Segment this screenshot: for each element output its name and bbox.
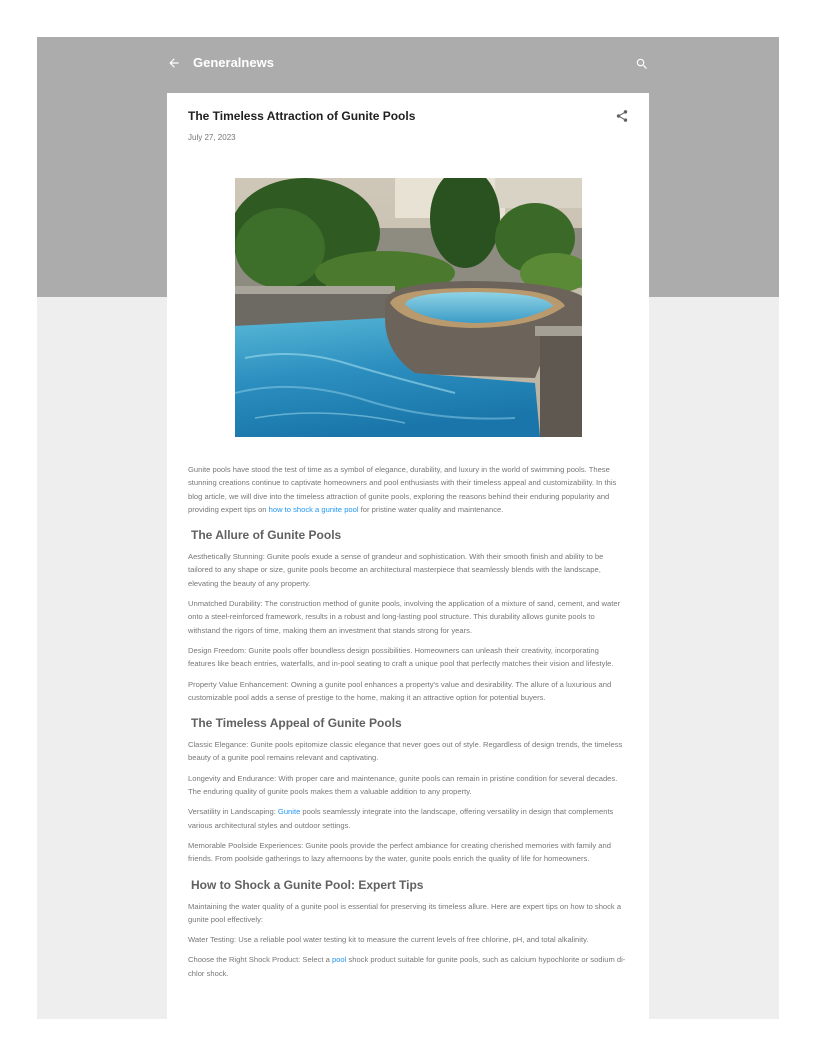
section-heading: The Timeless Appeal of Gunite Pools (191, 716, 402, 731)
post-date: July 27, 2023 (188, 133, 236, 142)
paragraph-text: Versatility in Landscaping: (188, 807, 278, 817)
paragraph: Longevity and Endurance: With proper care and maintenance, gunite pools can remain in pristine condition for several decades. The enduring quality of gunite pools makes them a valuable addition to any property. (188, 773, 618, 797)
arrow-left-icon (167, 56, 181, 70)
post-body (188, 463, 628, 987)
shock-gunite-link[interactable]: how to shock a gunite pool (268, 504, 359, 514)
post-title: The Timeless Attraction of Gunite Pools (188, 109, 416, 123)
gunite-link[interactable]: Gunite (277, 807, 301, 817)
paragraph-text: pools seamlessly integrate into the landscape, offering versatility in design that complements various architectural styles and outdoor settings. (188, 807, 614, 830)
paragraph: Memorable Poolside Experiences: Gunite pools provide the perfect ambiance for creating cherished memories with family and friends. From poolside gatherings to lazy afternoons by the water, gunite pools enrich the quality of life for homeowners. (188, 840, 611, 864)
hero-image (235, 178, 582, 437)
paragraph: Aesthetically Stunning: Gunite pools exude a sense of grandeur and sophistication. With their smooth finish and ability to be tailored to any shape or size, gunite pools become an architectural masterpiece that seamlessly blends with the landscape, elevating the beauty of any property. (188, 552, 604, 588)
paragraph: Maintaining the water quality of a gunite pool is essential for preserving its timeless allure. Here are expert tips on how to shock a gunite pool effectively: (188, 901, 622, 924)
intro-text-end: for pristine water quality and maintenance. (358, 504, 504, 514)
share-icon (615, 109, 629, 123)
paragraph: Classic Elegance: Gunite pools epitomize classic elegance that never goes out of style. Regardless of design trends, the timeless beauty of a gunite pool remains relevant and captivating. (188, 740, 623, 763)
paragraph: Unmatched Durability: The construction method of gunite pools, involving the application of a mixture of sand, cement, and water onto a steel-reinforced framework, results in a robust and long-lasting pool structure. This durability allows gunite pools to withstand the rigors of time, making them an investment that stands strong for years. (188, 599, 621, 635)
paragraph-text: shock product suitable for gunite pools, such as calcium hypochlorite or sodium di-chlor shock. (188, 955, 626, 978)
search-button[interactable] (635, 57, 649, 71)
post-card (167, 93, 649, 1019)
search-icon (635, 57, 649, 71)
paragraph: Property Value Enhancement: Owning a gunite pool enhances a property's value and desirability. The allure of a luxurious and customizable pool adds a sense of prestige to the home, making it an attractive option for potential buyers. (188, 679, 612, 702)
share-button[interactable] (615, 109, 629, 123)
paragraph (188, 805, 628, 832)
app-header (167, 53, 649, 75)
paragraph-text: Choose the Right Shock Product: Select a (188, 955, 332, 965)
paragraph: Water Testing: Use a reliable pool water testing kit to measure the current levels of free chlorine, pH, and total alkalinity. (188, 935, 589, 945)
paragraph (188, 953, 628, 980)
site-title[interactable]: Generalnews (193, 55, 274, 70)
section-heading: The Allure of Gunite Pools (191, 528, 342, 543)
intro-paragraph (188, 463, 628, 516)
intro-text: Gunite pools have stood the test of time as a symbol of elegance, durability, and luxury in the world of swimming pools. These stunning creations continue to captivate homeowners and pool enthusiasts with their timeless appeal and customizability. In this blog article, we will dive into the timeless attraction of gunite pools, exploring the reasons behind their enduring popularity and providing expert tips on (188, 465, 617, 514)
section-heading: How to Shock a Gunite Pool: Expert Tips (191, 877, 424, 892)
back-button[interactable] (167, 56, 181, 70)
page-frame (37, 37, 779, 1019)
paragraph: Design Freedom: Gunite pools offer boundless design possibilities. Homeowners can unleash their creativity, incorporating features like beach entries, waterfalls, and in-pool seating to craft a unique pool that perfectly matches their vision and lifestyle. (188, 645, 614, 669)
pool-link[interactable]: pool (331, 955, 347, 965)
